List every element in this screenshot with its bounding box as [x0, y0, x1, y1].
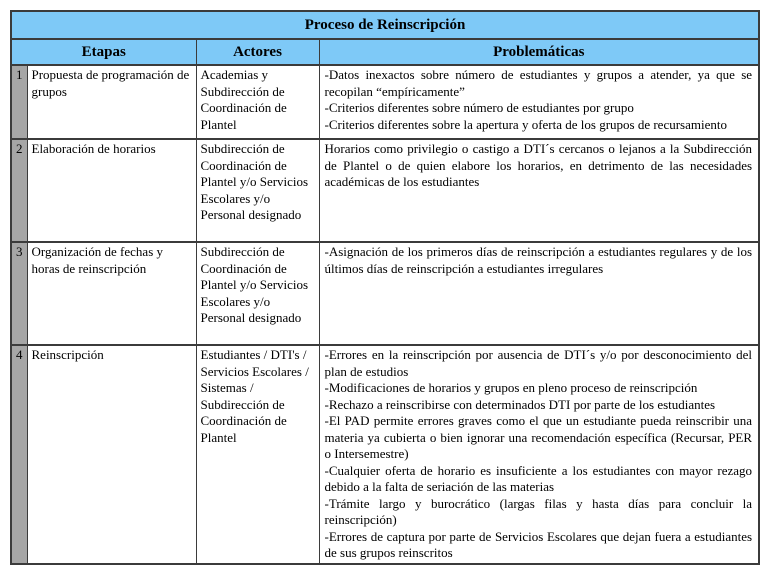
- etapa-cell: Reinscripción: [27, 345, 196, 564]
- column-header-problematicas: Problemáticas: [319, 39, 759, 65]
- problematicas-cell: [319, 139, 759, 242]
- problematica-item: -Modificaciones de horarios y grupos en pleno proceso de reinscripción: [324, 380, 698, 395]
- problematica-item: Horarios como privilegio o castigo a DTI´s cercanos o lejanos a la Subdirección de Plantel o de quien elabore los horarios, en detrimento de las necesidades académicas de los estudiantes: [324, 141, 753, 189]
- actores-cell: Subdirección de Coordinación de Plantel y/o Servicios Escolares y/o Personal designado: [196, 139, 319, 242]
- title-row: [11, 11, 759, 39]
- row-number: 1: [11, 65, 27, 139]
- actores-cell: Estudiantes / DTI's / Servicios Escolares / Sistemas / Subdirección de Coordinación de Plantel: [196, 345, 319, 564]
- problematica-item: -Cualquier oferta de horario es insuficiente a los estudiantes con mayor rezago debido a la falta de seriación de las materias: [324, 462, 753, 494]
- problematica-item: -Criterios diferentes sobre la apertura y oferta de los grupos de recursamiento: [324, 116, 727, 132]
- table-row: [11, 65, 759, 139]
- problematica-item: -El PAD permite errores graves como el que un estudiante pueda reinscribir una materia ya cubierta o bien ignorar una recomendación específica (Recursar, PER o Intersemestre): [324, 413, 753, 461]
- problematicas-cell: [319, 65, 759, 139]
- etapa-cell: Organización de fechas y horas de reinscripción: [27, 242, 196, 345]
- problematicas-cell: [319, 345, 759, 564]
- reinscription-table: [10, 10, 760, 565]
- problematicas-cell: [319, 242, 759, 345]
- column-header-actores: Actores: [196, 39, 319, 65]
- row-number: 3: [11, 242, 27, 345]
- table-title: Proceso de Reinscripción: [11, 11, 759, 39]
- row-number: 2: [11, 139, 27, 242]
- problematica-item: -Asignación de los primeros días de reinscripción a estudiantes regulares y de los últimos días de reinscripción a estudiantes irregulares: [324, 244, 753, 276]
- table-row: [11, 242, 759, 345]
- etapa-cell: Elaboración de horarios: [27, 139, 196, 242]
- column-header-etapas: Etapas: [11, 39, 196, 65]
- table-row: [11, 345, 759, 564]
- problematica-item: -Datos inexactos sobre número de estudiantes y grupos a atender, ya que se recopilan “empíricamente”: [324, 67, 753, 99]
- problematica-item: -Trámite largo y burocrático (largas filas y hasta días para concluir la reinscripción): [324, 495, 753, 527]
- problematica-item: -Criterios diferentes sobre número de estudiantes por grupo: [324, 100, 634, 115]
- etapa-cell: Propuesta de programación de grupos: [27, 65, 196, 139]
- row-number: 4: [11, 345, 27, 564]
- problematica-item: -Rechazo a reinscribirse con determinados DTI por parte de los estudiantes: [324, 396, 716, 412]
- problematica-item: -Errores de captura por parte de Servicios Escolares que dejan fuera a estudiantes de sus grupos reinscritos: [324, 528, 753, 560]
- actores-cell: Academias y Subdirección de Coordinación de Plantel: [196, 65, 319, 139]
- header-row: [11, 39, 759, 65]
- problematica-item: -Errores en la reinscripción por ausencia de DTI´s y/o por desconocimiento del plan de estudios: [324, 347, 753, 379]
- table-row: [11, 139, 759, 242]
- actores-cell: Subdirección de Coordinación de Plantel y/o Servicios Escolares y/o Personal designado: [196, 242, 319, 345]
